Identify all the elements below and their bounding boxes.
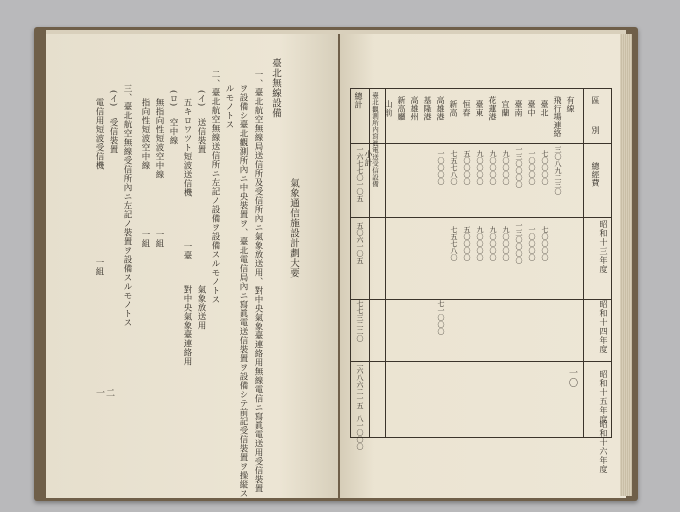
table-cell: 三〇八九二三〇 bbox=[554, 146, 562, 195]
total-header: 總經費 bbox=[591, 162, 600, 187]
row-label: 高雄港 bbox=[436, 96, 445, 121]
table-cell: 七五七八〇 bbox=[450, 226, 458, 261]
table-col-divider bbox=[583, 89, 584, 437]
left-page-number: 一二 bbox=[96, 389, 117, 399]
total-cell: 一六七七〇一〇五 bbox=[356, 146, 364, 202]
item-i-purpose2: 對中央氣象臺連絡用 bbox=[182, 285, 192, 366]
row-label: 高雄州 bbox=[410, 96, 419, 121]
table-cell: 一三〇〇〇〇 bbox=[515, 146, 523, 188]
year-header-3: 昭和十五年度 bbox=[599, 370, 608, 424]
total-cell: 五〇六一〇五 bbox=[356, 222, 364, 264]
year-header-4: 昭和十六年度 bbox=[599, 420, 608, 474]
item-a-label: (イ) bbox=[108, 90, 118, 107]
item-1-cont: ヲ設備シ臺北觀測所內ニ中央裝置ヲ、臺北電信局內ニ寫眞電送信裝置ヲ設備シテ前記受信裝置ヲ操縦ス bbox=[238, 84, 248, 498]
table-cell: 七一〇〇〇 bbox=[437, 300, 445, 335]
item-a-sub: 電信用短波受信機 bbox=[94, 98, 104, 170]
item-a-text: 受信裝置 bbox=[108, 118, 118, 154]
table-cell: 一〇〇〇〇 bbox=[437, 150, 445, 185]
row-label: 新高廳 bbox=[397, 96, 406, 121]
item-ro-count1: 一組 bbox=[154, 230, 164, 248]
year-header-2: 昭和十四年度 bbox=[599, 300, 608, 354]
table-col-divider bbox=[385, 89, 386, 437]
row-label-vertical: 臺北觀測所内寫眞電送受信設備 bbox=[371, 92, 379, 188]
table-cell: 九〇〇〇〇 bbox=[476, 226, 484, 261]
item-a-count: 一組 bbox=[94, 258, 104, 276]
item-ro-sub2: 指向性短波空中線 bbox=[140, 98, 150, 170]
table-cell: 九〇〇〇〇 bbox=[489, 150, 497, 185]
item-i-count: 一臺 bbox=[182, 242, 192, 260]
corner-header: 區 bbox=[591, 96, 600, 105]
row-label: 臺北 bbox=[540, 100, 549, 117]
grand-total-label: 總計 bbox=[354, 92, 363, 109]
total-cell: 七七三二二〇 bbox=[356, 300, 364, 342]
item-1: 一、臺北航空無線局送信所及受信所內ニ氣象放送用、對中央氣象臺連絡用無線電信ニ寫眞電送用受信裝置 bbox=[253, 70, 263, 493]
table-cell: 一三〇〇〇〇 bbox=[515, 222, 523, 264]
row-label: 恒春 bbox=[462, 100, 471, 117]
table-cell: 九〇〇〇〇 bbox=[476, 150, 484, 185]
item-ro-label: (ロ) bbox=[168, 90, 178, 107]
table-cell: 五〇〇〇〇 bbox=[463, 226, 471, 261]
table-row-divider bbox=[351, 299, 611, 300]
table-cell: 一〇〇〇〇 bbox=[528, 150, 536, 185]
item-2: 二、臺北航空無線送信所ニ左記ノ設備ヲ設備スルモノトス bbox=[210, 70, 220, 304]
row-label: 有線 bbox=[566, 96, 575, 113]
item-i-sub: 五キロワツト短波送信機 bbox=[182, 98, 192, 197]
page-top-edge bbox=[46, 30, 626, 34]
row-label: 基隆港 bbox=[423, 96, 432, 121]
row-label: 臺東 bbox=[475, 100, 484, 117]
item-1-end: ルモノトス bbox=[224, 84, 234, 129]
table-cell: 九〇〇〇〇 bbox=[502, 150, 510, 185]
table-cell: 七〇〇〇〇 bbox=[541, 226, 549, 261]
page-stack-edge bbox=[620, 34, 632, 496]
right-page-number: 一〇 bbox=[567, 368, 577, 388]
row-label: 臺中 bbox=[527, 100, 536, 117]
row-label: 花蓮港 bbox=[488, 96, 497, 121]
section-heading: 臺北無線設備 bbox=[270, 58, 281, 118]
item-ro-count2: 一組 bbox=[140, 230, 150, 248]
table-header-divider bbox=[351, 143, 611, 144]
item-ro-text: 空中線 bbox=[168, 118, 178, 145]
table-cell: 九〇〇〇〇 bbox=[489, 226, 497, 261]
row-label: 飛行場連絡 bbox=[553, 96, 562, 138]
total-cell: 二六八六二一五 bbox=[356, 360, 364, 409]
item-ro-sub1: 無指向性短波空中線 bbox=[154, 98, 164, 179]
table-cell: 七五七八〇 bbox=[450, 150, 458, 185]
table-cell: 五〇〇〇〇 bbox=[463, 150, 471, 185]
table-col-divider bbox=[369, 89, 370, 437]
year-header-1: 昭和十三年度 bbox=[599, 220, 608, 274]
table-cell: 九〇〇〇〇 bbox=[502, 226, 510, 261]
subtotal-label: 小計 bbox=[364, 150, 373, 167]
item-i-purpose1: 氣象放送用 bbox=[196, 285, 206, 330]
item-i-text: 送信裝置 bbox=[196, 118, 206, 154]
table-row-divider bbox=[351, 361, 611, 362]
row-label: 臺南 bbox=[514, 100, 523, 117]
row-label: 新高 bbox=[449, 100, 458, 117]
item-3: 三、臺北航空無線受信所內ニ左記ノ裝置ヲ設備スルモノトス bbox=[122, 84, 132, 327]
category-header: 別 bbox=[591, 126, 600, 135]
table-cell: 一〇〇〇〇 bbox=[528, 226, 536, 261]
table-cell: 七〇〇〇〇 bbox=[541, 150, 549, 185]
row-label: 山前 bbox=[384, 100, 393, 117]
page-title: 氣象通信施設計劃大要 bbox=[288, 178, 299, 278]
total-cell: 八一〇〇〇 bbox=[356, 415, 364, 450]
table-row-divider bbox=[351, 217, 611, 218]
item-i-label: (イ) bbox=[196, 90, 206, 107]
row-label: 宜蘭 bbox=[501, 100, 510, 117]
